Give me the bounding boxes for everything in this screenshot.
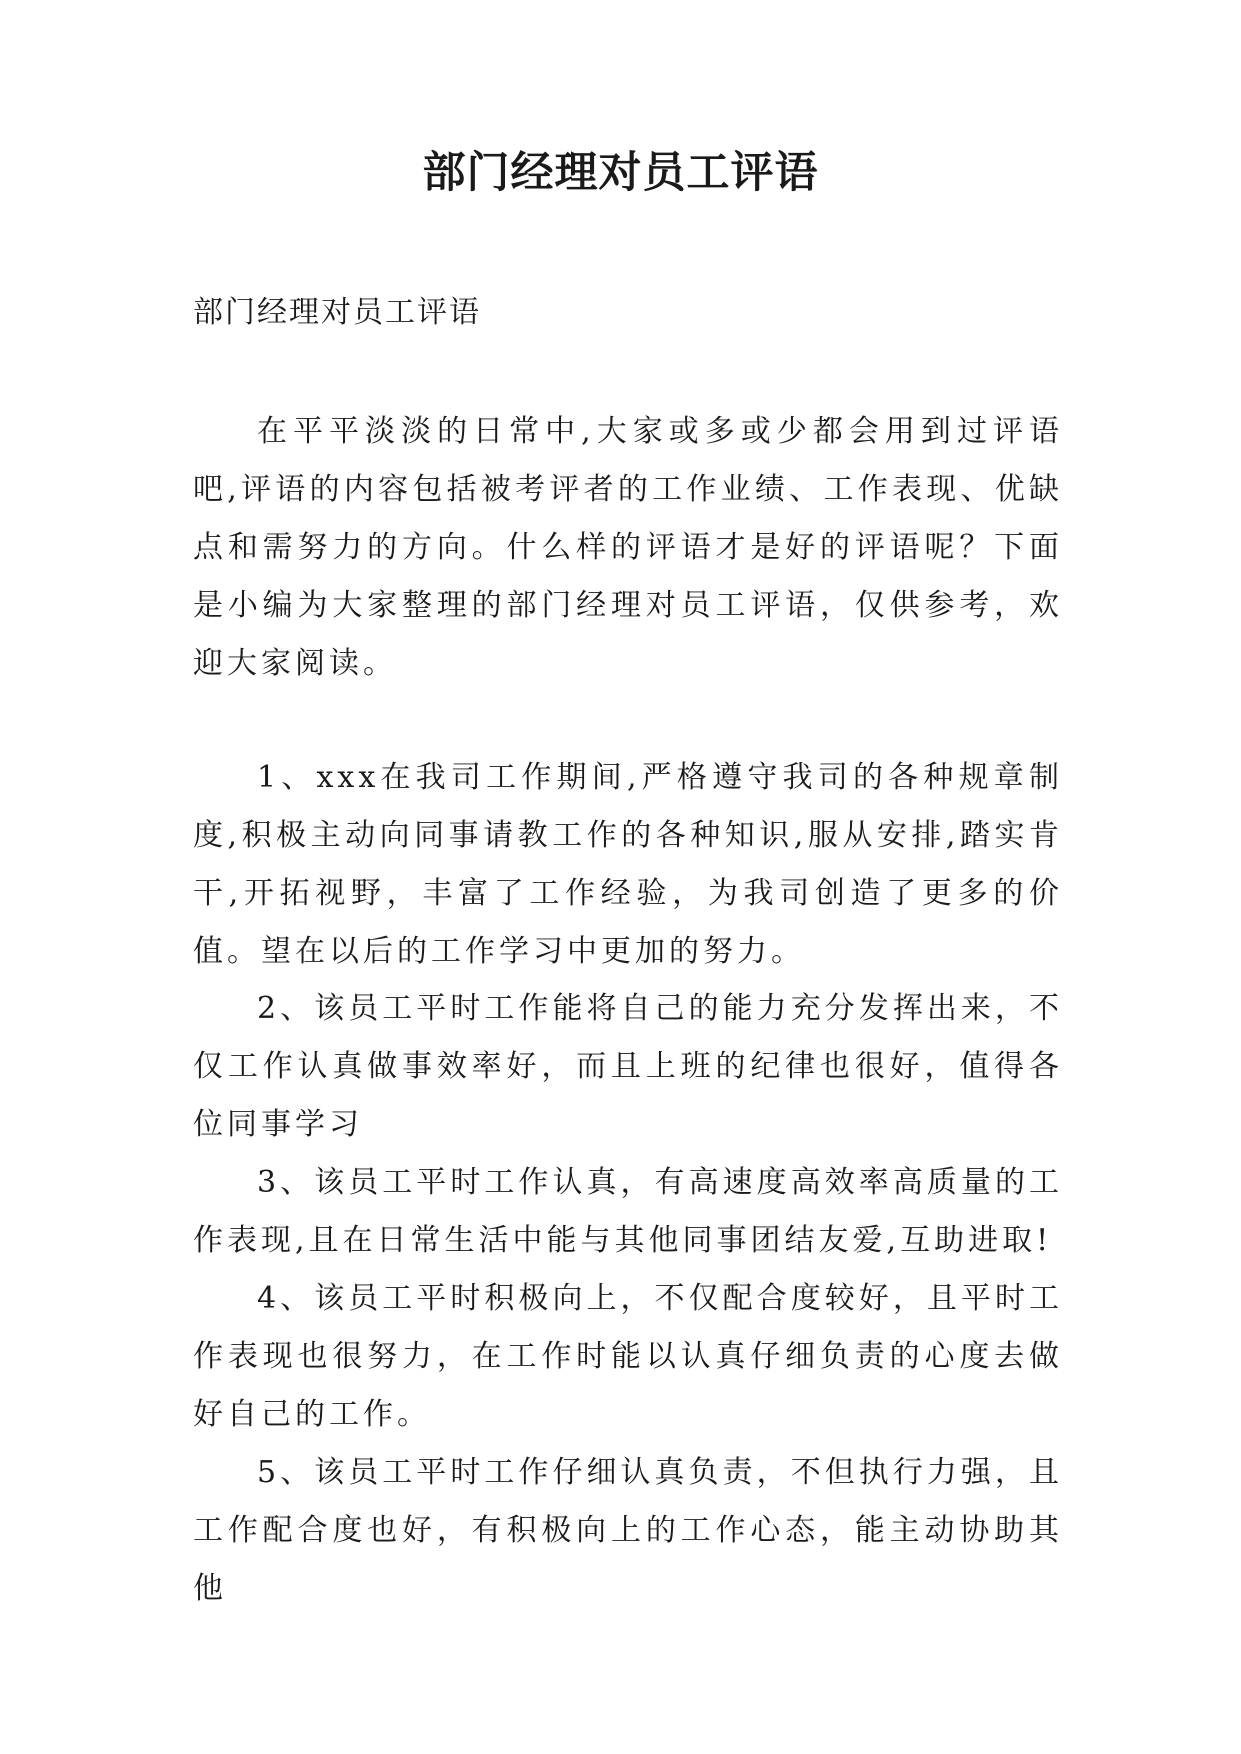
document-title: 部门经理对员工评语 xyxy=(422,148,819,198)
comment-item-4: 4、该员工平时积极向上，不仅配合度较好，且平时工作表现也很努力，在工作时能以认真仔细负责的心度去做好自己的工作。 xyxy=(193,1281,1063,1432)
comment-item-2: 2、该员工平时工作能将自己的能力充分发挥出来，不仅工作认真做事效率好，而且上班的纪律也很好，值得各位同事学习 xyxy=(193,991,1063,1142)
comment-item-3: 3、该员工平时工作认真，有高速度高效率高质量的工作表现,且在日常生活中能与其他同事团结友爱,互助进取! xyxy=(193,1165,1063,1258)
document-subtitle: 部门经理对员工评语 xyxy=(193,295,481,330)
comment-item-5: 5、该员工平时工作仔细认真负责，不但执行力强，且工作配合度也好，有积极向上的工作心态，能主动协助其他 xyxy=(193,1455,1063,1606)
comment-item-1: 1、xxx在我司工作期间,严格遵守我司的各种规章制度,积极主动向同事请教工作的各种知识,服从安排,踏实肯干,开拓视野，丰富了工作经验，为我司创造了更多的价值。望在以后的工作学习中更加的努力。 xyxy=(193,760,1063,969)
intro-paragraph: 在平平淡淡的日常中,大家或多或少都会用到过评语吧,评语的内容包括被考评者的工作业绩、工作表现、优缺点和需努力的方向。什么样的评语才是好的评语呢？下面是小编为大家整理的部门经理对员工评语，仅供参考，欢迎大家阅读。 xyxy=(193,414,1063,681)
